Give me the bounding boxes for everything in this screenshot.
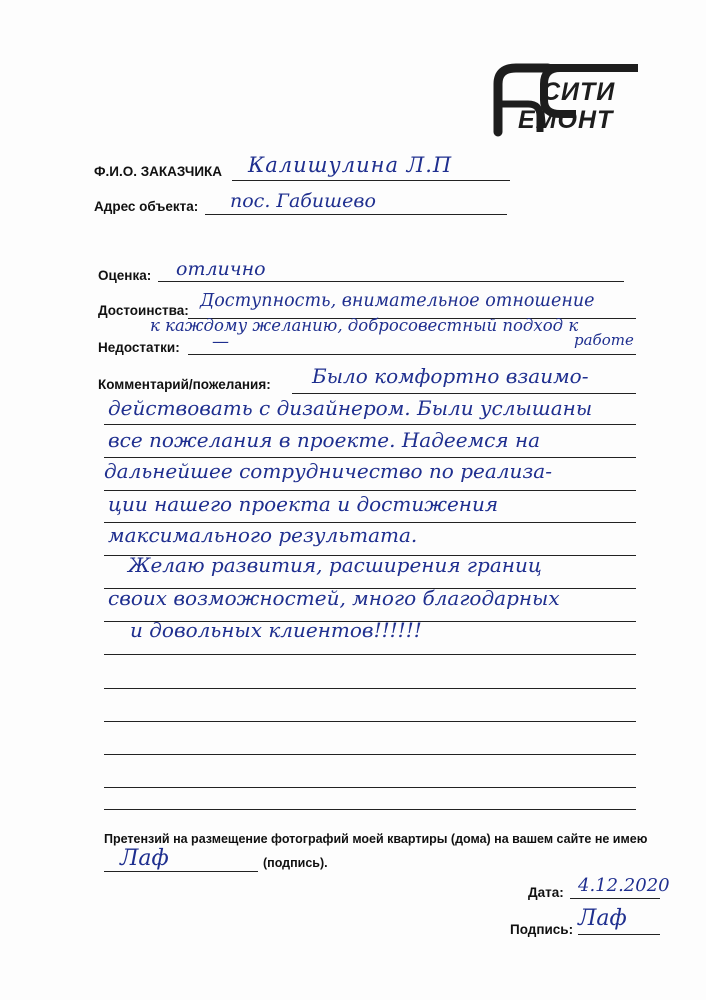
comment-underline-2 [104, 457, 636, 458]
address-value: пос. Габишево [230, 190, 376, 212]
comment-underline-0 [292, 393, 636, 394]
comment-line-5: ции нашего проекта и достижения [108, 492, 499, 516]
blank-line [104, 787, 636, 788]
blank-line [104, 688, 636, 689]
date-value: 4.12.2020 [578, 875, 670, 896]
consent-signature-line [104, 871, 258, 872]
consent-signature: Лаф [120, 846, 169, 871]
address-underline [205, 214, 507, 215]
rating-value: отлично [176, 258, 266, 280]
signature-underline [578, 934, 660, 935]
comment-underline-3 [104, 490, 636, 491]
merits-value-line1: Доступность, внимательное отношение [200, 291, 595, 311]
address-label: Адрес объекта: [94, 199, 199, 214]
comment-line-2: действовать с дизайнером. Были услышаны [108, 396, 593, 420]
logo-text-bottom: ЕМОНТ [518, 106, 614, 134]
merits-label: Достоинства: [98, 303, 189, 318]
flaws-label: Недостатки: [98, 340, 180, 355]
comment-line-3: все пожелания в проекте. Надеемся на [108, 428, 541, 452]
blank-line [104, 721, 636, 722]
blank-line [104, 754, 636, 755]
comment-underline-8 [104, 654, 636, 655]
comment-line-4: дальнейшее сотрудничество по реализа- [104, 459, 552, 483]
comment-line-6: максимального результата. [108, 523, 418, 547]
signature-mark: Лаф [578, 906, 627, 931]
comment-line-8: своих возможностей, много благодарных [108, 586, 560, 610]
date-underline [570, 898, 660, 899]
merits-value-line3: работе [574, 331, 634, 349]
consent-signature-caption: (подпись). [263, 856, 328, 870]
flaws-value: — [212, 332, 229, 352]
comment-line-7: Желаю развития, расширения границ [128, 553, 542, 577]
blank-line [104, 809, 636, 810]
flaws-underline [188, 354, 636, 355]
consent-text: Претензий на размещение фотографий моей квартиры (дома) на вашем сайте не имею [104, 832, 648, 846]
company-logo [488, 54, 643, 144]
signature-label: Подпись: [510, 922, 574, 937]
comment-line-1: Было комфортно взаимо- [312, 364, 589, 388]
logo-text-top: СИТИ [542, 78, 616, 106]
merits-value-line2: к каждому желанию, добросовестный подход к [150, 316, 579, 335]
comment-underline-1 [104, 424, 636, 425]
rating-underline [158, 281, 624, 282]
customer-underline [232, 180, 510, 181]
rating-label: Оценка: [98, 268, 152, 283]
customer-value: Калишулина Л.П [248, 153, 453, 177]
comments-label: Комментарий/пожелания: [98, 377, 271, 392]
comment-line-9: и довольных клиентов!!!!!! [130, 618, 422, 642]
customer-label: Ф.И.О. ЗАКАЗЧИКА [94, 164, 223, 179]
date-label: Дата: [528, 885, 564, 900]
